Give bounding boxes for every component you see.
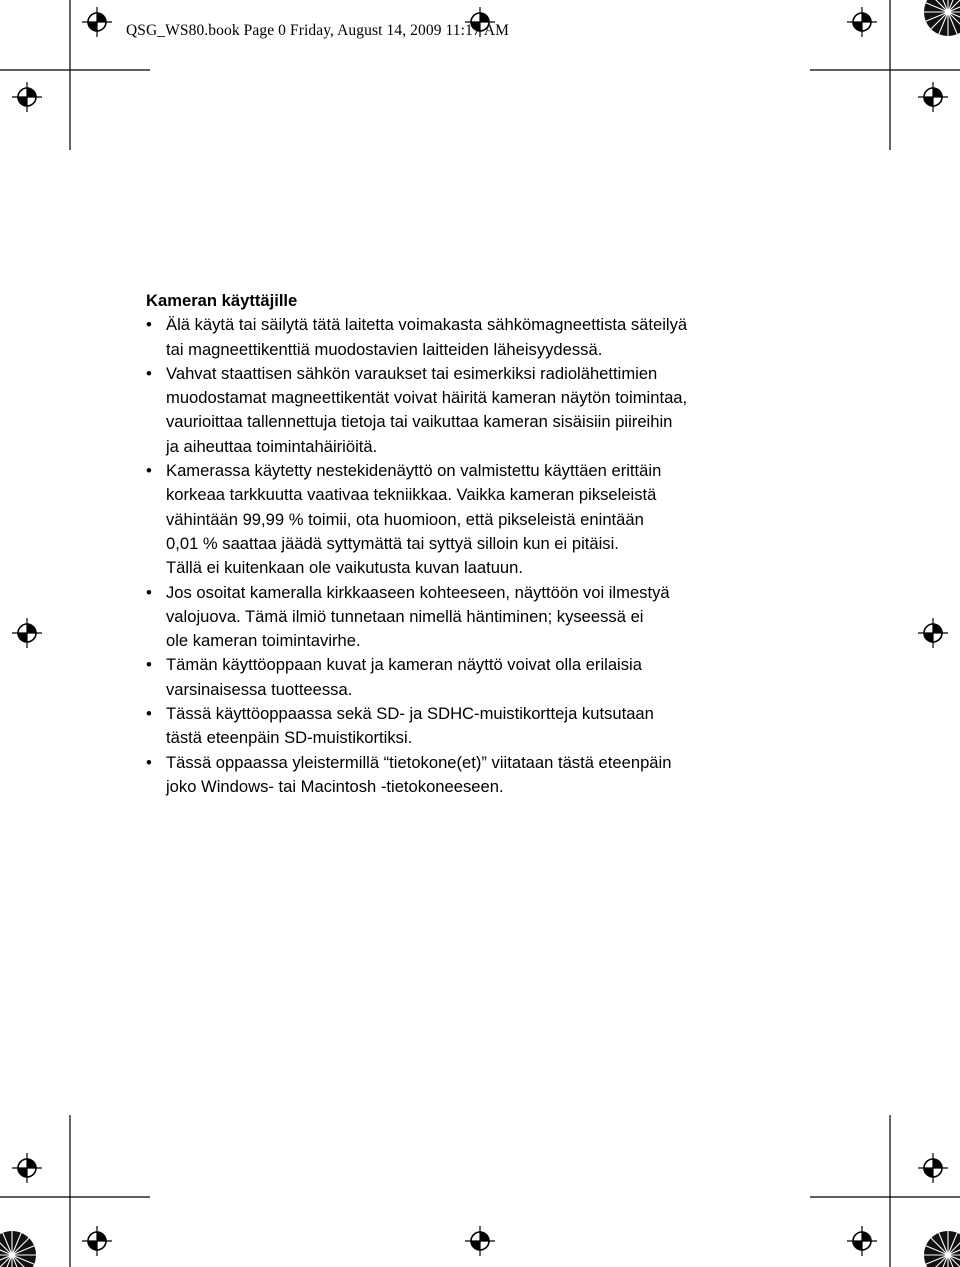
bullet-item <box>146 653 786 702</box>
bullet-text-line: ja aiheuttaa toimintahäiriöitä. <box>166 436 378 456</box>
bullet-text-line: • Jos osoitat kameralla kirkkaaseen kohteeseen, näyttöön voi ilmestyä <box>166 582 670 602</box>
registration-target-bottom-left <box>82 1226 112 1256</box>
star-target-top-right <box>924 0 960 36</box>
bullet-text-line: • Kamerassa käytetty nestekidenäyttö on valmistettu käyttäen erittäin <box>166 461 662 481</box>
section-heading: Kameran käyttäjille <box>146 291 298 310</box>
print-slug-line: QSG_WS80.book Page 0 Friday, August 14, 2009 11:17 AM <box>126 22 510 39</box>
bullet-text-line: tästä eteenpäin SD-muistikortiksi. <box>166 728 413 748</box>
bullet-text-line: korkeaa tarkkuutta vaativaa tekniikkaa. Vaikka kameran pikseleistä <box>166 485 657 505</box>
bullet-text-line: tai magneettikenttiä muodostavien laitteiden läheisyydessä. <box>166 339 603 359</box>
bullet-text-line: • Tässä käyttöoppaassa sekä SD- ja SDHC-muistikortteja kutsutaan <box>166 704 654 724</box>
bullet-text-line: 0,01 % saattaa jäädä syttymättä tai syttyä silloin kun ei pitäisi. <box>166 533 619 553</box>
registration-target-top-left <box>82 7 112 37</box>
bullet-text-line: ole kameran toimintavirhe. <box>166 631 361 651</box>
bullet-text-line: valojuova. Tämä ilmiö tunnetaan nimellä häntiminen; kyseessä ei <box>166 606 644 626</box>
bullet-item <box>146 581 786 654</box>
bullet-text-line: • Vahvat staattisen sähkön varaukset tai esimerkiksi radiolähettimien <box>166 363 658 383</box>
page-content <box>146 289 786 799</box>
bullet-text-line: Tällä ei kuitenkaan ole vaikutusta kuvan laatuun. <box>166 558 523 578</box>
bullet-text-line: varsinaisessa tuotteessa. <box>166 679 353 699</box>
bullet-item <box>146 459 786 580</box>
bullet-item <box>146 751 786 800</box>
registration-target-top-right <box>847 7 877 37</box>
bullet-text-line: joko Windows- tai Macintosh -tietokoneeseen. <box>166 776 504 796</box>
bullet-text-line: muodostamat magneettikentät voivat häiritä kameran näytön toimintaa, <box>166 388 688 408</box>
registration-target-bottom-center <box>465 1226 495 1256</box>
star-target-bottom-left <box>0 1231 36 1267</box>
bullet-text-line: • Tässä oppaassa yleistermillä “tietokone(et)” viitataan tästä eteenpäin <box>166 752 672 772</box>
bullet-item <box>146 362 786 459</box>
registration-target-lower-left <box>12 1153 42 1183</box>
bullet-text-line: • Älä käytä tai säilytä tätä laitetta voimakasta sähkömagneettista säteilyä <box>166 315 688 335</box>
bullet-list <box>146 313 786 799</box>
star-target-bottom-right <box>924 1231 960 1267</box>
registration-target-upper-left <box>12 82 42 112</box>
registration-target-lower-right <box>918 1153 948 1183</box>
bullet-text-line: • Tämän käyttöoppaan kuvat ja kameran näyttö voivat olla erilaisia <box>166 655 642 675</box>
registration-target-upper-right <box>918 82 948 112</box>
registration-target-bottom-right <box>847 1226 877 1256</box>
bullet-text-line: vähintään 99,99 % toimii, ota huomioon, että pikseleistä enintään <box>166 509 644 529</box>
bullet-item <box>146 702 786 751</box>
bullet-item <box>146 313 786 362</box>
bullet-text-line: vaurioittaa tallennettuja tietoja tai vaikuttaa kameran sisäisiin piireihin <box>166 412 673 432</box>
registration-target-middle-right <box>918 618 948 648</box>
registration-target-middle-left <box>12 618 42 648</box>
